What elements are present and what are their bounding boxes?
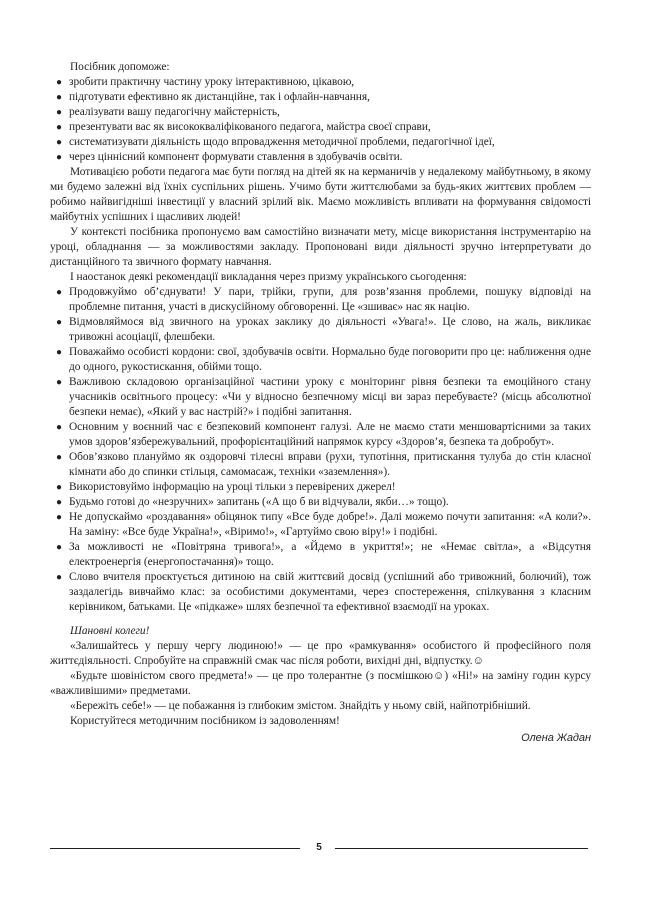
bullet-icon: ● — [56, 77, 62, 88]
bullet-icon: ● — [56, 107, 62, 118]
closing-paragraph-1: «Залишайтесь у першу чергу людиною!» — це про «рамкування» особистого й професійного поля життєдіяльності. Спробуйте на справжній смак час після роботи, вихідні дні, відпустку.☺ — [50, 640, 591, 667]
list-item: ● зробити практичну частину уроку інтерактивною, цікавою, — [56, 76, 355, 88]
bullet-icon: ● — [56, 347, 62, 358]
list-item: ● Будьмо готові до «незручних» запитань («А що б ви відчували, якби…» тощо). — [56, 496, 449, 508]
bullet-icon: ● — [56, 482, 62, 493]
list-item: ● реалізувати вашу педагогічну майстерність, — [56, 106, 280, 118]
list-item: ● Основним у воєнний час є безпековий компонент галузі. Але не маємо стати меншовартісними за таких умов здоров’язбережувальний, профорієнтаційний напрямок курсу «Здоров’я, безпека та добробут». — [56, 421, 591, 448]
bullet-icon: ● — [56, 137, 62, 148]
bullet-icon: ● — [56, 452, 62, 463]
bullet-icon: ● — [56, 122, 62, 133]
list-item: ● Використовуймо інформацію на уроці тільки з перевірених джерел! — [56, 481, 396, 493]
bullet-icon: ● — [56, 92, 62, 103]
bullet-icon: ● — [56, 572, 62, 583]
paragraph-motivation: Мотивацією роботи педагога має бути погляд на дітей як на керманичів у недалекому майбутньому, в якому ми будемо залежні від їхніх суспільних рішень. Учимо бути життєлюбами за будь-яких життєвих проблем — робимо найвигідніші інвестиції у власний зрілий вік. Маємо можливість впливати на формування свідомості майбутніх успішних і щасливих людей! — [50, 166, 591, 223]
closing-paragraph-3: «Бережіть себе!» — це побажання із глибоким змістом. Знайдіть у ньому свій, найпотрібніший. — [70, 700, 531, 712]
bullet-icon: ● — [56, 317, 62, 328]
closing-paragraph-4: Користуйтеся методичним посібником із задоволенням! — [70, 715, 340, 727]
list-item: ● Продовжуймо об’єднувати! У пари, трійки, групи, для розв’язання проблеми, пошуку відповіді на проблемне питання, участі в дискусійному обговоренні. Це «зшиває» нас як націю. — [56, 286, 591, 313]
bullet-icon: ● — [56, 497, 62, 508]
bullet-icon: ● — [56, 152, 62, 163]
bullet-icon: ● — [56, 377, 62, 388]
footer-rule-left — [50, 848, 300, 849]
bullet-icon: ● — [56, 287, 62, 298]
list-item: ● систематизувати діяльність щодо впровадження методичної проблеми, педагогічної ідеї, — [56, 136, 495, 148]
paragraph-context: У контексті посібника пропонуємо вам самостійно визначати мету, місце використання інструментарію на уроці, обладнання — за можливостями закладу. Пропоновані види діяльності зручно інтерпретувати до дистанційного та звичного формату навчання. — [50, 226, 591, 268]
list-item: ● Важливою складовою організаційної частини уроку є моніторинг рівня безпеки та емоційного стану учасників освітнього процесу: «Чи у відносно безпечному місці ви зараз перебуваєте? (місць абсолютної безпеки немає), «Який у вас настрій?» і подібні запитання. — [56, 376, 591, 418]
intro-lead: Посібник допоможе: — [70, 61, 170, 73]
list-item: ● Не допускаймо «роздавання» обіцянок типу «Все буде добре!». Далі можемо почути запитання: «А коли?». На заміну: «Все буде Україна!», «Віримо!», «Гартуймо свою віру!» і подібні. — [56, 511, 591, 538]
bullet-icon: ● — [56, 512, 62, 523]
list-item: ● Слово вчителя проєктується дитиною на свій життєвий досвід (успішний або тривожний, болючий), тож заздалегідь вивчаймо клас: за особистими документами, через спостереження, спілкування з класним керівником, батьками. Це «підкаже» шлях безпечної та ефективної взаємодії на уроках. — [56, 571, 591, 613]
recommendations-list — [50, 285, 591, 615]
footer-rule-right — [335, 848, 588, 849]
page-number: 5 — [316, 842, 322, 853]
list-item: ● підготувати ефективно як дистанційне, так і офлайн-навчання, — [56, 91, 370, 103]
intro-list — [50, 75, 591, 165]
signature: Олена Жадан — [521, 732, 591, 744]
greeting: Шановні колеги! — [70, 625, 150, 637]
list-item: ● через ціннісний компонент формувати ставлення в здобувачів освіти. — [56, 151, 403, 163]
paragraph-recommend-lead: І наостанок деякі рекомендації викладання через призму українського сьогодення: — [70, 271, 467, 283]
list-item: ● Обов’язково плануймо як оздоровчі тілесні вправи (рухи, тупотіння, притискання тулуба до стін класної кімнати або до спинки стільця, самомасаж, техніки «заземлення»). — [56, 451, 591, 478]
list-item: ● Поважаймо особисті кордони: свої, здобувачів освіти. Нормально буде поговорити про це: наближення одне до одного, рукостискання, обійми тощо. — [56, 346, 591, 373]
list-item: ● Відмовляймося від звичного на уроках заклику до діяльності «Увага!». Це слово, на жаль, викликає тривожні асоціації, флешбеки. — [56, 316, 591, 343]
list-item: ● За можливості не «Повітряна тривога!», а «Йдемо в укриття!»; не «Немає світла», а «Відсутня електроенергія (енергопостачання)» тощо. — [56, 541, 591, 568]
closing-paragraph-2: «Будьте шовіністом свого предмета!» — це про толерантне (з посмішкою☺) «Ні!» на заміну годин курсу «важливішими» предметами. — [50, 670, 591, 697]
list-item: ● презентувати вас як висококваліфікованого педагога, майстра своєї справи, — [56, 121, 431, 133]
bullet-icon: ● — [56, 422, 62, 433]
page-body — [50, 60, 591, 746]
bullet-icon: ● — [56, 542, 62, 553]
page-footer — [50, 842, 588, 856]
